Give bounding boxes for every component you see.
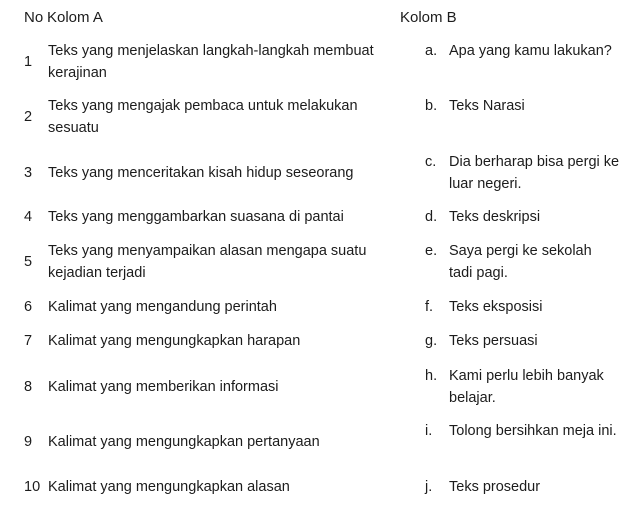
kolom-a-item: Teks yang menyampaikan alasan mengapa suatu kejadian terjadi <box>48 243 367 281</box>
row-number: 4 <box>24 209 33 225</box>
kolom-a-item: Kalimat yang mengandung perintah <box>48 299 277 315</box>
row-number: 3 <box>24 165 33 181</box>
kolom-b-item: Dia berharap bisa pergi ke luar negeri. <box>449 154 620 192</box>
kolom-a-item: Kalimat yang mengungkapkan alasan <box>48 479 290 495</box>
header-kolom-b: Kolom B <box>400 9 457 26</box>
kolom-b-letter: b. <box>425 98 438 114</box>
table-row <box>0 365 642 409</box>
kolom-b-letter: c. <box>425 154 437 170</box>
kolom-b-letter: a. <box>425 43 438 59</box>
kolom-b-item: Teks deskripsi <box>449 209 541 225</box>
kolom-b-letter: f. <box>425 299 434 315</box>
kolom-a-item: Teks yang menjelaskan langkah-langkah membuat kerajinan <box>48 43 374 81</box>
table-row <box>0 95 642 139</box>
table-row <box>0 420 642 464</box>
row-number: 5 <box>24 254 33 270</box>
kolom-b-item: Teks persuasi <box>449 333 538 349</box>
row-number: 6 <box>24 299 33 315</box>
table-row <box>0 296 642 318</box>
kolom-b-letter: h. <box>425 368 438 384</box>
kolom-b-item: Teks Narasi <box>449 98 525 114</box>
header-no: No <box>24 9 44 26</box>
kolom-b-item: Kami perlu lebih banyak belajar. <box>449 368 604 406</box>
kolom-a-item: Teks yang menceritakan kisah hidup seseorang <box>48 165 354 181</box>
kolom-b-item: Saya pergi ke sekolah tadi pagi. <box>449 243 592 281</box>
kolom-a-item: Kalimat yang mengungkapkan pertanyaan <box>48 434 320 450</box>
kolom-a-item: Kalimat yang mengungkapkan harapan <box>48 333 301 349</box>
table-row <box>0 476 642 498</box>
kolom-b-item: Teks eksposisi <box>449 299 543 315</box>
table-row <box>0 330 642 352</box>
kolom-b-letter: g. <box>425 333 438 349</box>
kolom-b-letter: e. <box>425 243 438 259</box>
kolom-b-letter: d. <box>425 209 438 225</box>
row-number: 7 <box>24 333 33 349</box>
table-row <box>0 151 642 195</box>
kolom-b-letter: i. <box>425 423 433 439</box>
row-number: 10 <box>24 479 41 495</box>
kolom-a-item: Teks yang mengajak pembaca untuk melakukan sesuatu <box>48 98 358 136</box>
table-row <box>0 240 642 284</box>
kolom-b-item: Apa yang kamu lakukan? <box>449 43 612 59</box>
kolom-b-item: Teks prosedur <box>449 479 541 495</box>
header-kolom-a: Kolom A <box>47 9 103 26</box>
kolom-b-letter: j. <box>425 479 433 495</box>
kolom-a-item: Kalimat yang memberikan informasi <box>48 379 279 395</box>
table-row <box>0 40 642 84</box>
kolom-b-item: Tolong bersihkan meja ini. <box>449 423 617 439</box>
row-number: 8 <box>24 379 33 395</box>
kolom-a-item: Teks yang menggambarkan suasana di pantai <box>48 209 344 225</box>
table-row <box>0 206 642 228</box>
row-number: 9 <box>24 434 33 450</box>
row-number: 2 <box>24 109 33 125</box>
row-number: 1 <box>24 54 33 70</box>
